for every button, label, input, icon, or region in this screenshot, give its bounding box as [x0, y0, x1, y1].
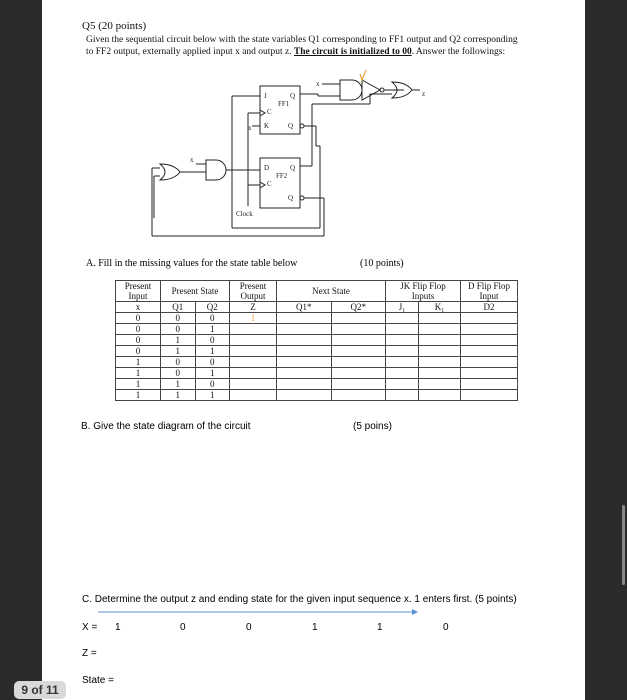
- ff1-clock-triangle: [260, 110, 265, 116]
- col-present-state: Present State: [161, 281, 230, 302]
- table-row: 1 1 1: [116, 390, 518, 401]
- z-output-label: z: [422, 90, 426, 98]
- part-b-points: (5 poins): [353, 421, 392, 432]
- table-row: 0 1 0: [116, 335, 518, 346]
- annotation-mark: [360, 70, 366, 80]
- circuit-diagram: [140, 68, 440, 243]
- ff2-d-label: D: [264, 164, 270, 172]
- clock-label: Clock: [236, 210, 253, 218]
- col-jk-inputs: JK Flip Flop Inputs: [386, 281, 461, 302]
- part-a-points: (10 points): [360, 258, 404, 269]
- ff2-qbar-label: Q: [288, 194, 294, 202]
- table-row: 1 1 0: [116, 379, 518, 390]
- top-not-gate: [362, 80, 380, 100]
- question-text: [86, 34, 518, 58]
- ff1-j-label: J: [264, 92, 267, 100]
- ff2-c-label: C: [267, 180, 272, 188]
- table-header-row: [116, 281, 518, 302]
- page-indicator: 9 of 11: [14, 681, 66, 699]
- table-row: 1 0 0: [116, 357, 518, 368]
- x-value-1: 1: [115, 622, 121, 633]
- table-row: 1 0 1: [116, 368, 518, 379]
- ff2-clock-triangle: [260, 182, 265, 188]
- table-row: 0 0 0 1: [116, 313, 518, 324]
- table-row: 0 0 1: [116, 324, 518, 335]
- table-subheader-row: x Q1 Q2 Z Q1* Q2* J₁ K₁ D2: [116, 302, 518, 313]
- x-input-k-label: x: [248, 124, 252, 132]
- x-value-6: 0: [443, 622, 449, 633]
- ff2-q-label: Q: [290, 164, 296, 172]
- bottom-or-gate: [160, 164, 180, 180]
- ff1-label: FF1: [278, 100, 290, 108]
- question-title: Q5 (20 points): [82, 20, 147, 32]
- ff1-k-label: K: [264, 122, 270, 130]
- col-next-state: Next State: [277, 281, 386, 302]
- col-present-input: Present Input: [116, 281, 161, 302]
- scrollbar[interactable]: [622, 505, 625, 585]
- col-present-output: Present Output: [230, 281, 277, 302]
- question-line-1: Given the sequential circuit below with the state variables Q1 corresponding to FF1 output and Q2 corresponding: [86, 35, 518, 45]
- ff2-qbar-bubble: [300, 196, 304, 200]
- init-note: The circuit is initialized to 00: [293, 47, 412, 57]
- ff2-label: FF2: [276, 172, 288, 180]
- x-value-5: 1: [377, 622, 383, 633]
- ff1-q-label: Q: [290, 92, 296, 100]
- table-row: 0 1 1: [116, 346, 518, 357]
- state-table: [115, 280, 518, 401]
- part-c-title: C. Determine the output z and ending state for the given input sequence x. 1 enters first. (5 points): [82, 594, 517, 605]
- ff1-c-label: C: [267, 108, 272, 116]
- x-input-top-label: x: [316, 80, 320, 88]
- x-value-4: 1: [312, 622, 318, 633]
- state-label: State =: [82, 675, 114, 686]
- x-value-2: 0: [180, 622, 186, 633]
- x-sequence-label: X =: [82, 622, 98, 633]
- ff1-qbar-label: Q: [288, 122, 294, 130]
- top-and-gate: [340, 80, 362, 100]
- part-b-title: B. Give the state diagram of the circuit: [81, 421, 251, 432]
- bottom-and-gate: [206, 160, 226, 180]
- part-a-title: A. Fill in the missing values for the state table below: [86, 258, 298, 269]
- x-input-bottom-label: x: [190, 156, 194, 164]
- x-value-3: 0: [246, 622, 252, 633]
- col-d-input: D Flip Flop Input: [461, 281, 518, 302]
- z-output-label: Z =: [82, 648, 97, 659]
- sequence-arrow: [98, 608, 420, 616]
- question-line-2: to FF2 output, externally applied input x and output z. The circuit is initialized to 00. Answer the followings:: [86, 47, 506, 57]
- ff1-qbar-bubble: [300, 124, 304, 128]
